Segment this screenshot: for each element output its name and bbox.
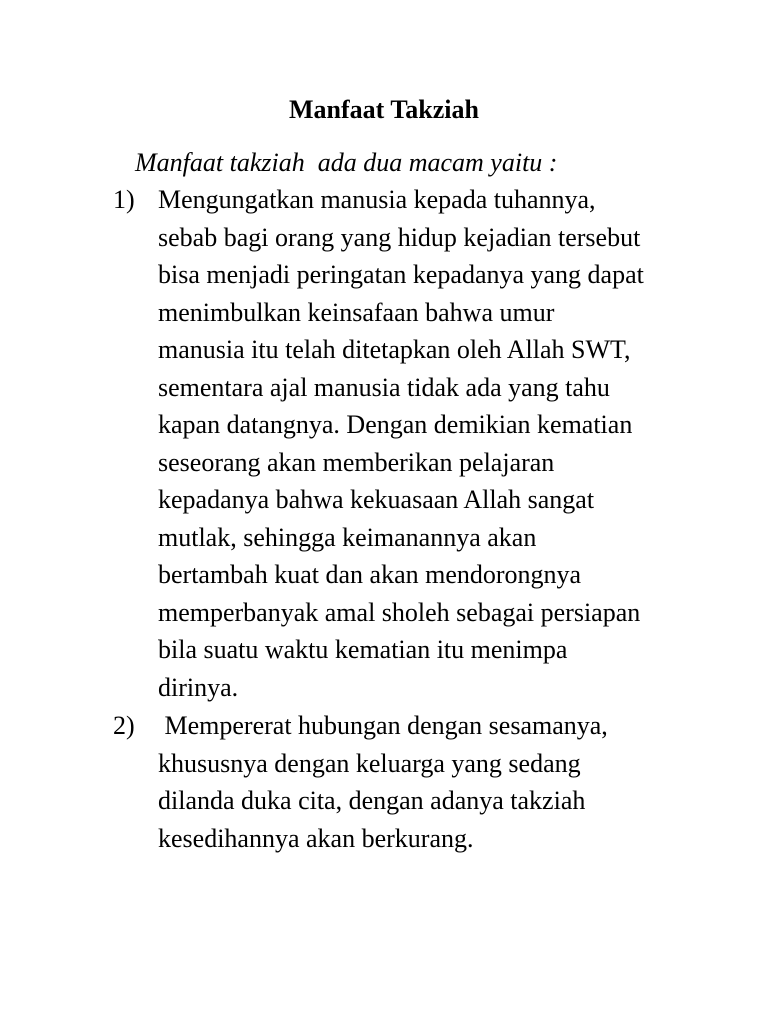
text-line: Mempererat hubungan dengan sesamanya, bbox=[158, 711, 608, 740]
list-item-text bbox=[158, 181, 698, 706]
text-line: seseorang akan memberikan pelajaran bbox=[158, 447, 555, 477]
text-line: bila suatu waktu kematian itu menimpa bbox=[158, 635, 568, 664]
text-line: bisa menjadi peringatan kepadanya yang dapat bbox=[158, 260, 644, 289]
text-line: kepadanya bahwa kekuasaan Allah sangat bbox=[158, 485, 595, 514]
text-line: dirinya. bbox=[158, 672, 239, 702]
text-line: mutlak, sehingga keimanannya akan bbox=[158, 522, 537, 552]
text-line: manusia itu telah ditetapkan oleh Allah SWT, bbox=[158, 335, 631, 364]
text-line: Mengungatkan manusia kepada tuhannya, bbox=[158, 185, 596, 214]
text-line: kapan datangnya. Dengan demikian kematian bbox=[158, 410, 633, 439]
text-line: sebab bagi orang yang hidup kejadian tersebut bbox=[158, 222, 641, 252]
text-line: menimbulkan keinsafaan bahwa umur bbox=[158, 297, 555, 327]
text-line: dilanda duka cita, dengan adanya takziah bbox=[158, 786, 586, 815]
list-item-number: 2) bbox=[113, 711, 135, 740]
list-item-number: 1) bbox=[113, 185, 135, 214]
text-line: kesedihannya akan berkurang. bbox=[158, 823, 474, 853]
list-item-text bbox=[158, 707, 698, 857]
page-title: Manfaat Takziah bbox=[289, 95, 479, 124]
text-line: khususnya dengan keluarga yang sedang bbox=[158, 748, 581, 778]
text-line: bertambah kuat dan akan mendorongnya bbox=[158, 560, 582, 589]
intro-text: Manfaat takziah ada dua macam yaitu : bbox=[135, 148, 558, 177]
text-line: memperbanyak amal sholeh sebagai persiapan bbox=[158, 597, 641, 627]
text-line: sementara ajal manusia tidak ada yang tahu bbox=[158, 372, 610, 402]
